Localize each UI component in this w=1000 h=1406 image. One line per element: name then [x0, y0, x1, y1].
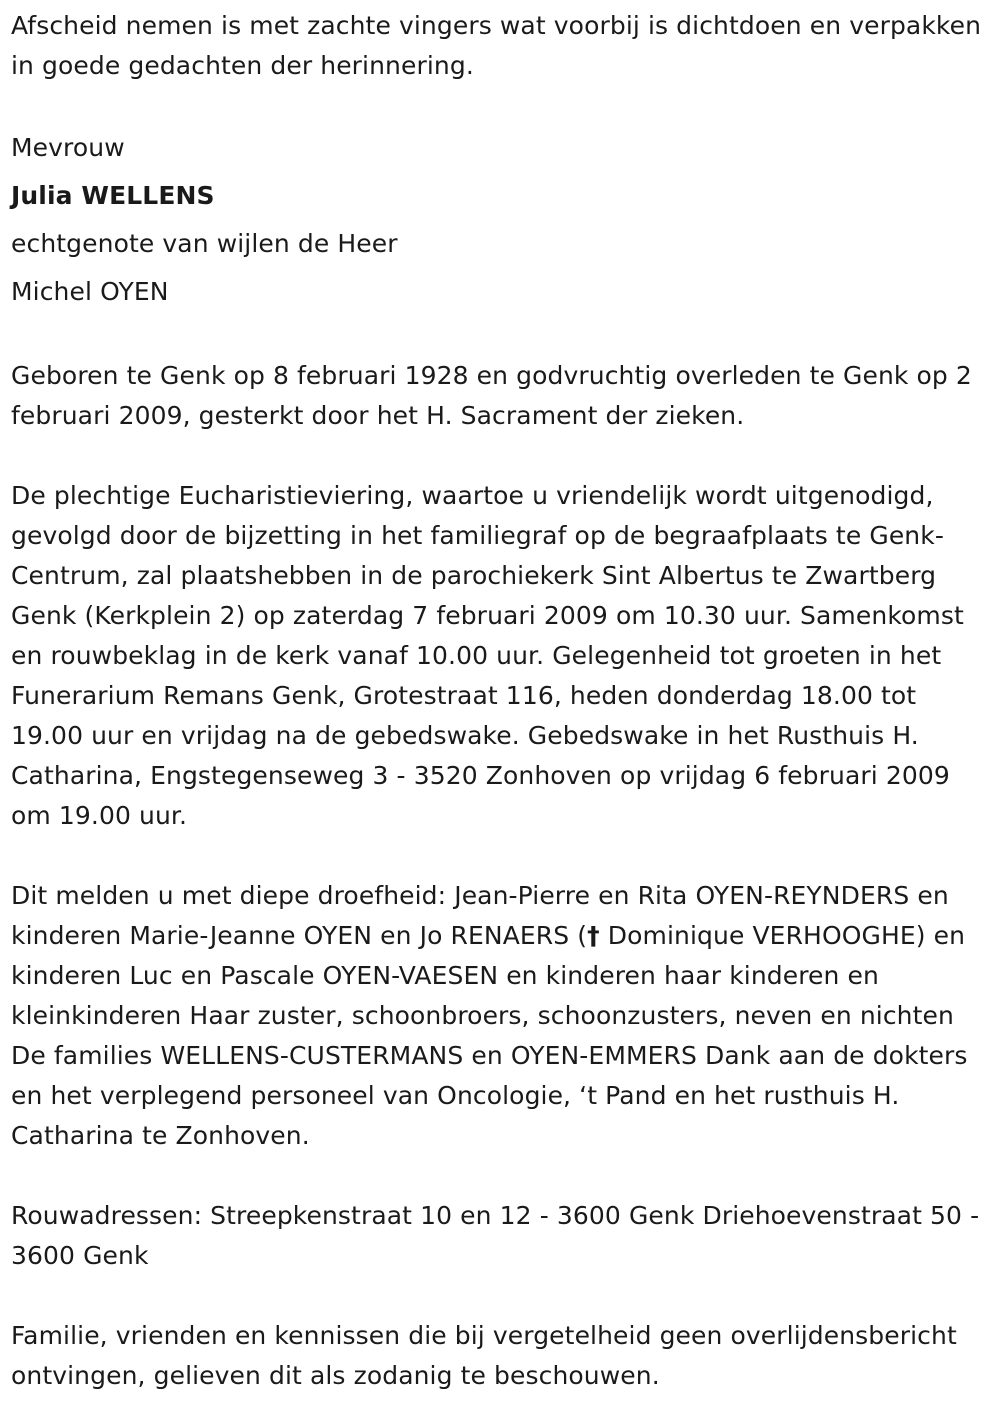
spacer — [11, 86, 990, 126]
spacer — [11, 1276, 990, 1316]
family-text-part-1: Dit melden u met diepe droefheid: Jean-Pierre en Rita OYEN-REYNDERS en kinderen Marie-Jeanne OYEN en Jo RENAERS ( — [11, 881, 949, 950]
ceremony-paragraph: De plechtige Eucharistieviering, waartoe u vriendelijk wordt uitgenodigd, gevolgd door de bijzetting in het familiegraf op de begraafplaats te Genk-Centrum, zal plaatshebben in de parochiekerk Sint Albertus te Zwartberg Genk (Kerkplein 2) op zaterdag 7 februari 2009 om 10.30 uur. Samenkomst en rouwbeklag in de kerk vanaf 10.00 uur. Gelegenheid tot groeten in het Funerarium Remans Genk, Grotestraat 116, heden donderdag 18.00 tot 19.00 uur en vrijdag na de gebedswake. Gebedswake in het Rusthuis H. Catharina, Engstegenseweg 3 - 3520 Zonhoven op vrijdag 6 februari 2009 om 19.00 uur. — [11, 481, 964, 830]
spacer — [11, 836, 990, 876]
deceased-block — [11, 124, 990, 316]
spouse-name: Michel OYEN — [11, 277, 169, 306]
honorific: Mevrouw — [11, 133, 125, 162]
family-text-part-2: Dominique VERHOOGHE) en kinderen Luc en Pascale OYEN-VAESEN en kinderen haar kinderen en kleinkinderen Haar zuster, schoonbroers, schoonzusters, neven en nichten De families WELLENS-CUSTERMANS en OYEN-EMMERS Dank aan de dokters en het verplegend personeel van Oncologie, ‘t Pand en het rusthuis H. Catharina te Zonhoven. — [11, 921, 968, 1150]
closing-paragraph: Familie, vrienden en kennissen die bij vergetelheid geen overlijdensbericht ontvingen, gelieven dit als zodanig te beschouwen. — [11, 1321, 957, 1390]
cross-icon: † — [587, 921, 600, 950]
birth-death-paragraph: Geboren te Genk op 8 februari 1928 en godvruchtig overleden te Genk op 2 februari 2009, gesterkt door het H. Sacrament der zieken. — [11, 361, 972, 430]
spacer — [11, 316, 990, 356]
intro-quote: Afscheid nemen is met zachte vingers wat voorbij is dichtdoen en verpakken in goede gedachten der herinnering. — [11, 11, 982, 80]
deceased-name: Julia WELLENS — [11, 181, 215, 210]
addresses-paragraph: Rouwadressen: Streepkenstraat 10 en 12 - 3600 Genk Driehoevenstraat 50 - 3600 Genk — [11, 1201, 980, 1270]
spacer — [11, 1156, 990, 1196]
relation-text: echtgenote van wijlen de Heer — [11, 229, 398, 258]
spacer — [11, 436, 990, 476]
family-paragraph — [11, 876, 990, 1156]
